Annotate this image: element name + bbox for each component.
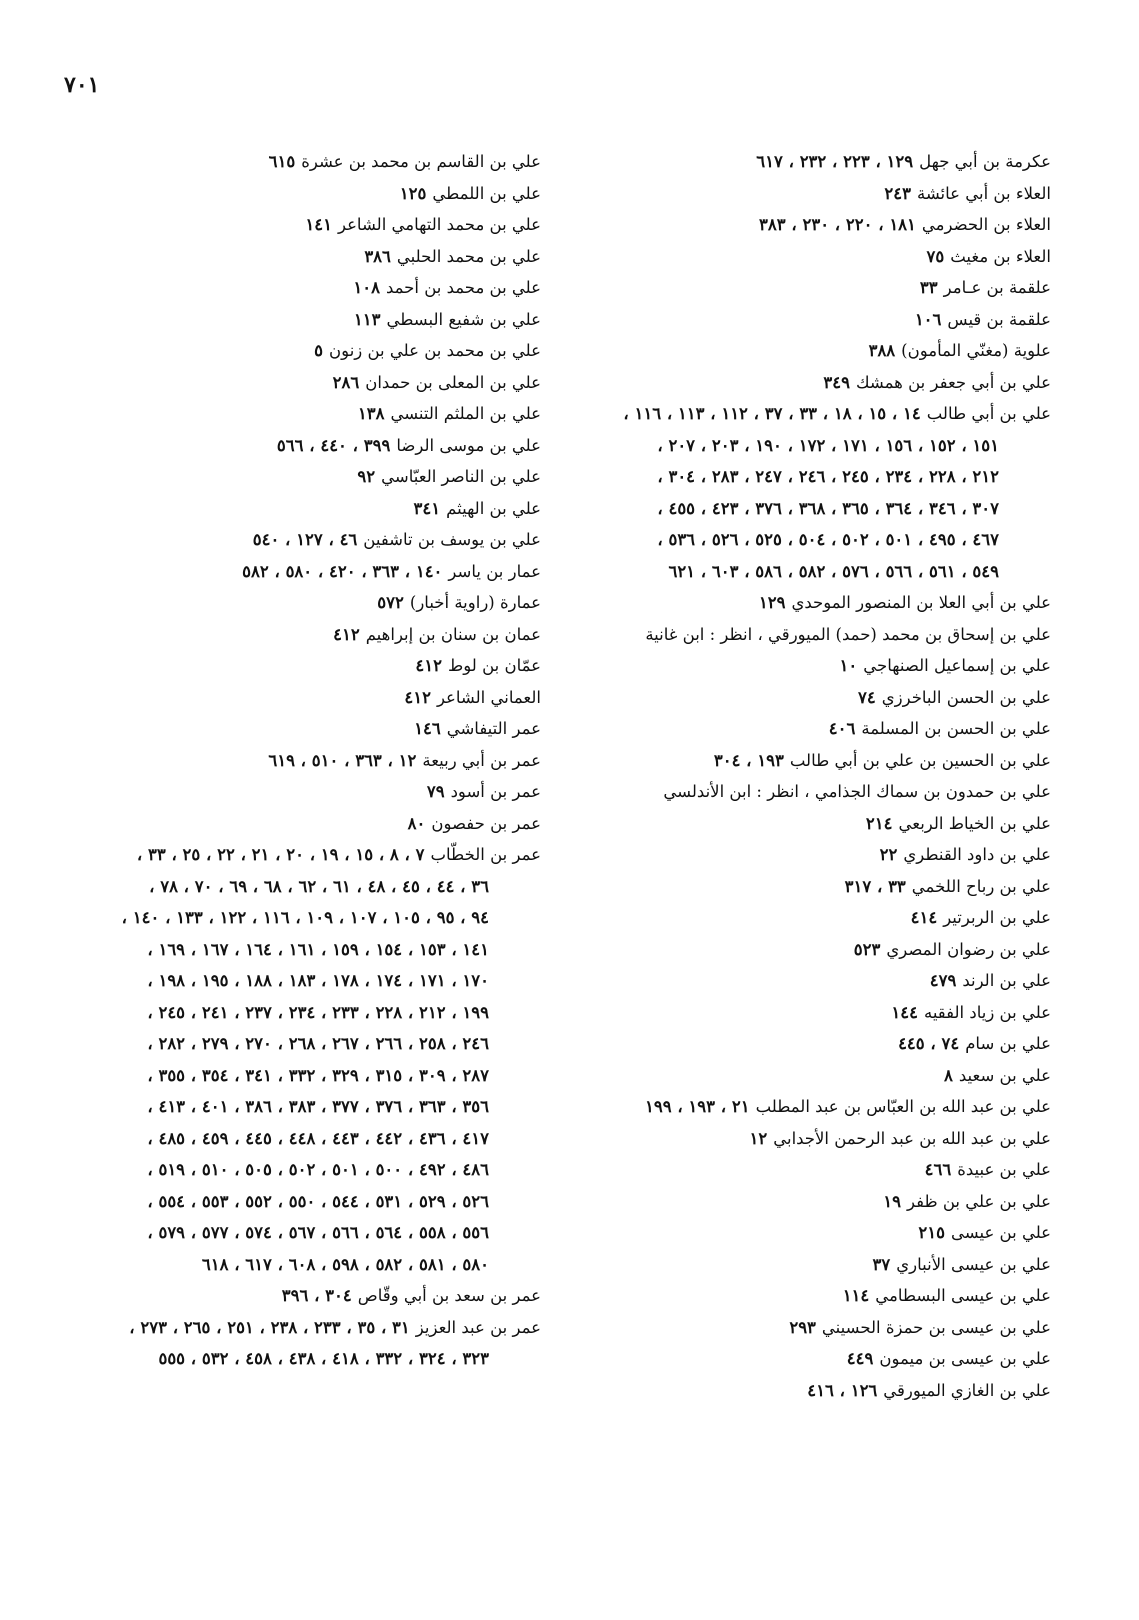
entry-name: عمّان بن لوط [448,656,541,675]
index-entry [581,1060,1051,1092]
entry-page-refs: ١٠ [839,656,858,675]
entry-name: علي بن عيسى الأنباري [896,1254,1051,1274]
index-entry [581,1091,1051,1123]
entry-page-refs: ٣٣ [919,278,938,297]
entry-name: علي بن الحسين بن علي بن أبي طالب [789,750,1051,770]
entry-name: عمر بن أبي ربيعة [422,750,541,770]
entry-name: العلاء بن مغيث [950,246,1051,266]
entry-page-refs: ٣١ ، ٣٥ ، ٢٣٣ ، ٢٣٨ ، ٢٥١ ، ٢٦٥ ، ٢٧٣ ، [129,1317,410,1337]
index-entry-continuation: ٤١٧ ، ٤٣٦ ، ٤٤٢ ، ٤٤٣ ، ٤٤٨ ، ٤٤٥ ، ٤٥٩ ، ٤٨٥ ، [147,1128,489,1148]
entry-name: علي بن عبد الله بن العبّاس بن عبد المطلب [755,1097,1051,1116]
entry-name: علي بن القاسم بن محمد بن عشرة [301,152,541,171]
entry-page-refs: ١٢٩ [758,593,786,612]
index-entry [581,178,1051,210]
entry-page-refs: ٤٠٦ [828,719,856,738]
entry-name: علي بن رضوان المصري [886,939,1051,959]
entry-page-refs: ١٢ [749,1128,768,1148]
entry-page-refs: ٥٢٣ [853,939,881,959]
index-entry-continuation: ٢٤٦ ، ٢٥٨ ، ٢٦٦ ، ٢٦٧ ، ٢٦٨ ، ٢٧٠ ، ٢٧٩ ، ٢٨٢ ، [147,1034,489,1053]
index-entry [581,713,1051,745]
index-entry-continuation: ٤٦٧ ، ٤٩٥ ، ٥٠١ ، ٥٠٢ ، ٥٠٤ ، ٥٢٥ ، ٥٢٦ ، ٥٣٦ ، [657,530,999,549]
index-entry [581,839,1051,871]
index-entry [581,1154,1051,1186]
entry-name: عكرمة بن أبي جهل [919,152,1051,171]
entry-name: علي بن محمد بن علي بن زنون [329,341,541,360]
entry-page-refs: ٧ ، ٨ ، ١٥ ، ١٩ ، ٢٠ ، ٢١ ، ٢٢ ، ٢٥ ، ٣٣ ، [136,845,425,864]
entry-page-refs: ١٢٩ ، ٢٢٣ ، ٢٣٢ ، ٦١٧ [756,152,914,171]
index-entry-continuation: ٥٥٦ ، ٥٥٨ ، ٥٦٤ ، ٥٦٦ ، ٥٦٧ ، ٥٧٤ ، ٥٧٧ ، ٥٧٩ ، [147,1223,489,1242]
entry-page-refs: ٤١٢ [333,624,360,644]
index-entry [581,241,1051,273]
entry-page-refs: ٢٤٣ [884,183,911,203]
entry-page-refs: ٣٤٩ [823,372,850,392]
index-entry-continuation: ١٥١ ، ١٥٢ ، ١٥٦ ، ١٧١ ، ١٧٢ ، ١٩٠ ، ٢٠٣ ، ٢٠٧ ، [657,435,999,455]
entry-name: عمار بن ياسر [448,561,541,581]
index-entry [581,682,1051,714]
entry-page-refs: ١٤٤ [891,1002,918,1022]
entry-page-refs: ٥ [314,341,324,360]
entry-page-refs: ٨٠ [407,813,426,833]
entry-name: علي بن الملثم التنسي [390,404,541,423]
entry-name: علي بن الهيثم [446,498,541,518]
entry-page-refs: ٤٤٩ [846,1349,874,1368]
entry-name: عمر التيفاشي [446,719,541,738]
entry-name: العلاء بن أبي عائشة [916,183,1051,203]
index-entry [581,587,1051,619]
index-entry [581,619,1051,651]
entry-page-refs: ٨ [943,1065,953,1085]
entry-page-refs: ١٢٥ [399,183,427,203]
entry-page-refs: ١١٣ [353,309,381,329]
entry-page-refs: ٤٧٩ [929,971,957,990]
index-entry [71,461,541,493]
index-entry [71,682,541,714]
index-entry [581,808,1051,840]
entry-page-refs: ١٤٠ ، ٣٦٣ ، ٤٢٠ ، ٥٨٠ ، ٥٨٢ [242,561,443,581]
index-entry [581,745,1051,777]
index-entry [71,524,541,556]
entry-name: عمارة (راوية أخبار) [409,593,541,612]
entry-name: علي بن حمدون بن سماك الجذامي ، انظر : ابن الأندلسي [663,782,1051,801]
index-entry [71,241,541,273]
entry-name: علي بن عيسى البسطامي [875,1286,1051,1305]
entry-page-refs: ٤٦٦ [924,1160,952,1179]
entry-name: علي بن سعيد [958,1065,1051,1085]
entry-page-refs: ١٢ ، ٣٦٣ ، ٥١٠ ، ٦١٩ [268,750,417,770]
entry-name: عمر بن حفصون [431,813,541,833]
index-entry [71,1280,541,1312]
index-entry [581,398,1051,430]
index-entry [71,839,541,871]
entry-name: علي بن يوسف بن تاشفين [363,530,541,549]
index-entry-continuation: ٩٤ ، ٩٥ ، ١٠٥ ، ١٠٧ ، ١٠٩ ، ١١٦ ، ١٢٢ ، ١٣٣ ، ١٤٠ ، [121,908,489,927]
entry-name: علي بن الربرتير [943,908,1051,927]
index-entry [71,650,541,682]
entry-name: علي بن سام [965,1034,1051,1053]
index-entry [71,619,541,651]
entry-page-refs: ٢١٥ [918,1223,945,1242]
entry-page-refs: ١٢٦ ، ٤١٦ [807,1380,878,1400]
entry-name: علي بن أبي العلا بن المنصور الموحدي [791,593,1051,612]
entry-name: علي بن عيسى بن حمزة الحسيني [821,1317,1051,1337]
entry-name: علي بن الحسن بن المسلمة [861,719,1051,738]
entry-page-refs: ٦١٥ [268,152,296,171]
entry-page-refs: ١٤١ [305,215,332,234]
entry-name: علي بن عبد الله بن عبد الرحمن الأجدابي [773,1128,1051,1148]
entry-name: عمر بن الخطّاب [430,845,541,864]
index-entry [71,146,541,178]
index-entry [71,776,541,808]
index-entry [581,965,1051,997]
index-entry [71,209,541,241]
entry-name: عمر بن سعد بن أبي وقّاص [357,1286,541,1305]
entry-name: عمر بن عبد العزيز [415,1317,541,1337]
entry-name: علي بن رباح اللخمي [911,876,1051,896]
index-entry [581,1186,1051,1218]
entry-name: علي بن إسماعيل الصنهاجي [863,656,1051,675]
index-entry-continuation: ٥٤٩ ، ٥٦١ ، ٥٦٦ ، ٥٧٦ ، ٥٨٢ ، ٥٨٦ ، ٦٠٣ ، ٦٢١ [668,561,999,581]
index-column-left [71,146,541,1375]
index-entry [581,1280,1051,1312]
index-entry-continuation: ١٧٠ ، ١٧١ ، ١٧٤ ، ١٧٨ ، ١٨٣ ، ١٨٨ ، ١٩٥ ، ١٩٨ ، [147,971,489,990]
index-entry [581,1375,1051,1407]
index-entry [581,272,1051,304]
entry-page-refs: ١٩ [883,1191,901,1211]
entry-page-refs: ١٨١ ، ٢٢٠ ، ٢٣٠ ، ٣٨٣ [759,215,916,234]
entry-name: علي بن إسحاق بن محمد (حمد) الميورقي ، انظر : ابن غانية [645,624,1051,644]
index-entry [581,997,1051,1029]
entry-name: علي بن محمد بن أحمد [385,278,541,297]
entry-page-refs: ٣٤١ [413,498,441,518]
index-entry [581,146,1051,178]
index-entry [581,367,1051,399]
index-entry [71,398,541,430]
index-entry-continuation: ٣٦ ، ٤٤ ، ٤٥ ، ٤٨ ، ٦١ ، ٦٢ ، ٦٨ ، ٦٩ ، ٧٠ ، ٧٨ ، [149,876,489,896]
entry-name: علي بن الناصر العبّاسي [381,467,541,486]
entry-name: علي بن موسى الرضا [396,435,541,455]
index-entry [71,178,541,210]
entry-name: علي بن أبي جعفر بن همشك [856,372,1051,392]
entry-page-refs: ٤١٤ [910,908,938,927]
entry-page-refs: ٣٧ [872,1254,891,1274]
index-entry [581,1343,1051,1375]
entry-page-refs: ٣٠٤ ، ٣٩٦ [281,1286,352,1305]
page-number: ٧٠١ [64,72,100,98]
index-entry-continuation: ٣٥٦ ، ٣٦٣ ، ٣٧٦ ، ٣٧٧ ، ٣٨٣ ، ٣٨٦ ، ٤٠١ ، ٤١٣ ، [147,1097,489,1116]
index-entry [581,871,1051,903]
index-entry [71,587,541,619]
entry-page-refs: ٤١٢ [404,687,431,707]
entry-page-refs: ٤٦ ، ١٢٧ ، ٥٤٠ [252,530,358,549]
entry-page-refs: ١٠٨ [353,278,380,297]
index-entry [71,272,541,304]
entry-page-refs: ٢٩٣ [789,1317,816,1337]
index-entry-continuation: ٥٨٠ ، ٥٨١ ، ٥٨٢ ، ٥٩٨ ، ٦٠٨ ، ٦١٧ ، ٦١٨ [201,1254,489,1274]
entry-name: علي بن الحسن الباخرزي [881,687,1051,707]
index-entry-continuation: ٤٨٦ ، ٤٩٢ ، ٥٠٠ ، ٥٠١ ، ٥٠٢ ، ٥٠٥ ، ٥١٠ ، ٥١٩ ، [147,1160,489,1179]
index-entry [71,808,541,840]
entry-name: علي بن المعلى بن حمدان [365,372,541,392]
entry-page-refs: ٢٨٦ [332,372,360,392]
entry-name: علي بن الغازي الميورقي [883,1380,1051,1400]
index-entry-continuation: ١٤١ ، ١٥٣ ، ١٥٤ ، ١٥٩ ، ١٦١ ، ١٦٤ ، ١٦٧ ، ١٦٩ ، [147,939,489,959]
index-entry [581,1312,1051,1344]
index-entry [581,1123,1051,1155]
index-entry [71,367,541,399]
entry-page-refs: ٩٢ [357,467,376,486]
index-entry [581,902,1051,934]
entry-name: علقمة بن عـامر [943,278,1051,297]
entry-page-refs: ١٤ ، ١٥ ، ١٨ ، ٣٣ ، ٣٧ ، ١١٢ ، ١١٣ ، ١١٦ ، [623,404,921,423]
entry-page-refs: ٥٧٢ [377,593,404,612]
entry-name: علي بن الخياط الربعي [898,813,1051,833]
index-entry [581,1249,1051,1281]
index-entry [71,430,541,462]
entry-page-refs: ١٠٦ [914,309,942,329]
index-entry [581,1028,1051,1060]
index-entry [71,493,541,525]
entry-name: علي بن زياد الفقيه [923,1002,1051,1022]
entry-name: علي بن الرند [962,971,1051,990]
index-entry-continuation: ٥٢٦ ، ٥٢٩ ، ٥٣١ ، ٥٤٤ ، ٥٥٠ ، ٥٥٢ ، ٥٥٣ ، ٥٥٤ ، [147,1191,489,1211]
entry-page-refs: ١١٤ [842,1286,870,1305]
entry-page-refs: ١٣٨ [357,404,385,423]
entry-page-refs: ٧٥ [926,246,945,266]
index-entry [71,713,541,745]
entry-page-refs: ٣٨٦ [364,246,391,266]
index-entry [581,776,1051,808]
entry-name: علي بن عيسى [951,1223,1051,1242]
entry-page-refs: ٢١٤ [865,813,893,833]
entry-page-refs: ٢٢ [879,845,898,864]
entry-name: علي بن علي بن ظفر [907,1191,1051,1211]
entry-page-refs: ٢١ ، ١٩٣ ، ١٩٩ [644,1097,750,1116]
index-entry [71,1312,541,1344]
entry-name: علي بن اللمطي [432,183,541,203]
index-entry [581,335,1051,367]
entry-page-refs: ٣٣ ، ٣١٧ [844,876,906,896]
index-entry-continuation: ٣٠٧ ، ٣٤٦ ، ٣٦٤ ، ٣٦٥ ، ٣٦٨ ، ٣٧٦ ، ٤٢٣ ، ٤٥٥ ، [657,498,999,518]
index-entry [71,745,541,777]
entry-name: عمان بن سنان بن إبراهيم [365,624,541,644]
entry-name: علي بن محمد التهامي الشاعر [337,215,541,234]
entry-name: علي بن محمد الحلبي [396,246,541,266]
entry-name: علقمة بن قيس [947,309,1051,329]
entry-name: علي بن أبي طالب [926,404,1051,423]
index-entry-continuation: ٣٢٣ ، ٣٢٤ ، ٣٣٢ ، ٤١٨ ، ٤٣٨ ، ٤٥٨ ، ٥٣٢ ، ٥٥٥ [158,1349,489,1368]
index-entry-continuation: ٢١٢ ، ٢٢٨ ، ٢٣٤ ، ٢٤٥ ، ٢٤٦ ، ٢٤٧ ، ٢٨٣ ، ٣٠٤ ، [657,467,999,486]
entry-name: علي بن شفيع البسطي [386,309,541,329]
entry-name: علي بن عيسى بن ميمون [879,1349,1051,1368]
entry-name: علي بن عبيدة [957,1160,1051,1179]
entry-page-refs: ٤١٢ [415,656,443,675]
entry-name: عمر بن أسود [450,782,541,801]
index-entry [581,209,1051,241]
index-column-right [581,146,1051,1406]
entry-name: العلاء بن الحضرمي [921,215,1051,234]
entry-page-refs: ٧٩ [426,782,445,801]
entry-name: علوية (مغنّي المأمون) [901,341,1051,360]
index-entry [71,304,541,336]
index-entry [581,934,1051,966]
entry-name: العماني الشاعر [436,687,541,707]
index-entry [581,650,1051,682]
index-entry-continuation: ١٩٩ ، ٢١٢ ، ٢٢٨ ، ٢٣٣ ، ٢٣٤ ، ٢٣٧ ، ٢٤١ ، ٢٤٥ ، [147,1002,489,1022]
entry-page-refs: ٣٨٨ [868,341,896,360]
entry-page-refs: ١٩٣ ، ٣٠٤ [713,750,784,770]
index-entry [581,304,1051,336]
entry-page-refs: ٧٤ [857,687,876,707]
entry-page-refs: ٧٤ ، ٤٤٥ [898,1034,960,1053]
entry-name: علي بن داود القنطري [903,845,1051,864]
index-entry-continuation: ٢٨٧ ، ٣٠٩ ، ٣١٥ ، ٣٢٩ ، ٣٣٢ ، ٣٤١ ، ٣٥٤ ، ٣٥٥ ، [147,1065,489,1085]
index-entry [71,556,541,588]
index-entry [581,1217,1051,1249]
entry-page-refs: ٣٩٩ ، ٤٤٠ ، ٥٦٦ [276,435,391,455]
index-entry [71,335,541,367]
entry-page-refs: ١٤٦ [414,719,441,738]
